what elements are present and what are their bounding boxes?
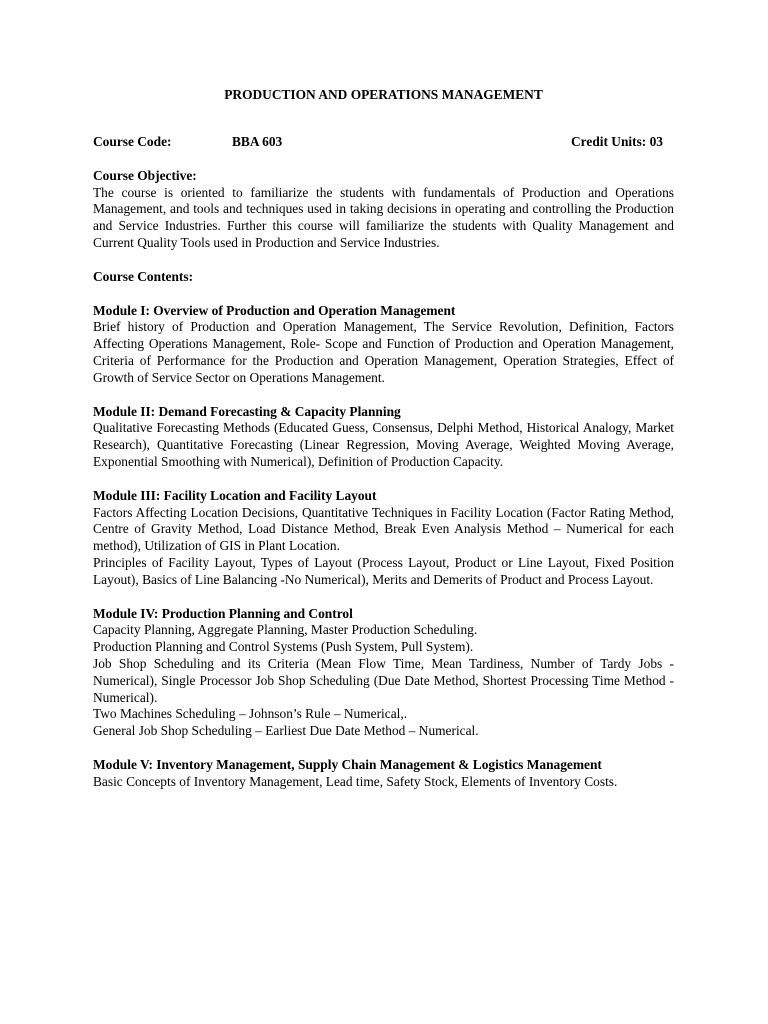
course-code-label: Course Code:	[93, 133, 172, 149]
module-paragraph: Principles of Facility Layout, Types of Layout (Process Layout, Product or Line Layout, Fixed Position Layout), Basics of Line Balancing -No Numerical), Merits and Demerits of Product and Process Layout.	[93, 554, 674, 587]
module-paragraph: Factors Affecting Location Decisions, Quantitative Techniques in Facility Location (Factor Rating Method, Centre of Gravity Method, Load Distance Method, Break Even Analysis Method – Numerical for each method), Utilization of GIS in Plant Location.	[93, 504, 674, 554]
module-heading: Module II: Demand Forecasting & Capacity Planning	[93, 403, 401, 419]
course-code-row	[93, 134, 674, 151]
module-heading: Module IV: Production Planning and Control	[93, 605, 353, 621]
objective-heading: Course Objective:	[93, 167, 197, 183]
module-5	[93, 757, 674, 791]
module-paragraph: Brief history of Production and Operation Management, The Service Revolution, Definition, Factors Affecting Operations Management, Role- Scope and Function of Production and Operation Management, Criteria of Performance for the Production and Operation Management, Operation Strategies, Effect of Growth of Service Sector on Operations Management.	[93, 319, 674, 385]
document-title: PRODUCTION AND OPERATIONS MANAGEMENT	[224, 87, 543, 102]
module-2	[93, 404, 674, 471]
module-paragraph: Basic Concepts of Inventory Management, Lead time, Safety Stock, Elements of Inventory Costs.	[93, 773, 618, 789]
module-paragraph: Capacity Planning, Aggregate Planning, Master Production Scheduling.	[93, 622, 478, 638]
module-heading: Module I: Overview of Production and Operation Management	[93, 302, 456, 318]
module-1	[93, 303, 674, 387]
objective-text: The course is oriented to familiarize the students with fundamentals of Production and Operations Management, and tools and techniques used in taking decisions in operating and controlling the Production and Service Industries. Further this course will familiarize the students with Quality Management and Current Quality Tools used in Production and Service Industries.	[93, 184, 674, 250]
module-paragraph: Production Planning and Control Systems (Push System, Pull System).	[93, 639, 474, 655]
contents-heading: Course Contents:	[93, 268, 194, 284]
module-heading: Module V: Inventory Management, Supply Chain Management & Logistics Management	[93, 756, 602, 772]
module-paragraph: Qualitative Forecasting Methods (Educated Guess, Consensus, Delphi Method, Historical Analogy, Market Research), Quantitative Forecasting (Linear Regression, Moving Average, Weighted Moving Average, Exponential Smoothing with Numerical), Definition of Production Capacity.	[93, 420, 674, 469]
module-3	[93, 488, 674, 589]
document-body	[93, 87, 674, 791]
module-4	[93, 606, 674, 740]
module-paragraph: Two Machines Scheduling – Johnson’s Rule – Numerical,.	[93, 706, 408, 722]
module-paragraph: General Job Shop Scheduling – Earliest Due Date Method – Numerical.	[93, 723, 479, 739]
credit-units: Credit Units: 03	[571, 133, 663, 149]
module-paragraph: Job Shop Scheduling and its Criteria (Mean Flow Time, Mean Tardiness, Number of Tardy Jobs - Numerical), Single Processor Job Shop Scheduling (Due Date Method, Shortest Processing Time Method - Numerical).	[93, 655, 674, 705]
course-code-value: BBA 603	[232, 133, 283, 149]
module-heading: Module III: Facility Location and Facility Layout	[93, 487, 377, 503]
